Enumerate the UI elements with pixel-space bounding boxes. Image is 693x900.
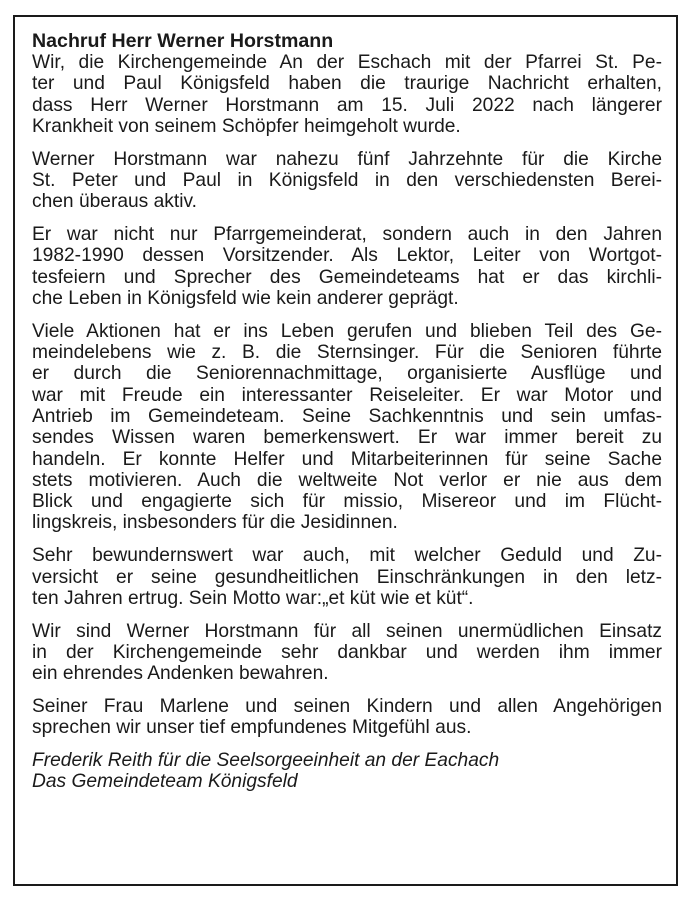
text-line: Wir sind Werner Horstmann für all seinen unermüdlichen Einsatz [32, 620, 662, 642]
text-line: che Leben in Königsfeld wie kein anderer geprägt. [32, 287, 459, 309]
text-line: lingskreis, insbesonders für die Jesidinnen. [32, 512, 398, 534]
notice-frame [13, 15, 678, 886]
text-line: ein ehrendes Andenken bewahren. [32, 663, 329, 685]
text-line: chen überaus aktiv. [32, 191, 197, 213]
signature-line: Frederik Reith für die Seelsorgeeinheit an der Eachach [32, 750, 500, 772]
text-line: Werner Horstmann war nahezu fünf Jahrzehnte für die Kirche [32, 148, 662, 170]
text-line: sendes Wissen waren bemerkenswert. Er war immer bereit zu [32, 427, 662, 449]
text-line: ten Jahren ertrug. Sein Motto war:„et küt wie et küt“. [32, 587, 474, 609]
text-line: 1982-1990 dessen Vorsitzender. Als Lektor, Leiter von Wortgot- [32, 245, 662, 267]
text-line: handeln. Er konnte Helfer und Mitarbeiterinnen für seine Sache [32, 448, 662, 470]
text-line: Wir, die Kirchengemeinde An der Eschach mit der Pfarrei St. Pe- [32, 52, 662, 73]
text-line: dass Herr Werner Horstmann am 15. Juli 2022 nach längerer [32, 94, 662, 116]
text-line: meindelebens wie z. B. die Sternsinger. Für die Senioren führte [32, 342, 662, 364]
text-line: Blick und engagierte sich für missio, Misereor und im Flücht- [32, 491, 662, 513]
paragraph-3 [32, 224, 662, 309]
notice-content [32, 30, 662, 793]
text-line: in der Kirchengemeinde sehr dankbar und werden ihm immer [32, 641, 662, 663]
paragraph-4 [32, 321, 662, 534]
paragraph-7 [32, 696, 662, 739]
text-line: Viele Aktionen hat er ins Leben gerufen und blieben Teil des Ge- [32, 320, 662, 342]
text-line: stets motivieren. Auch die weltweite Not verlor er nie aus dem [32, 469, 662, 491]
text-line: Antrieb im Gemeindeteam. Seine Sachkenntnis und sein umfas- [32, 405, 662, 427]
text-line: Krankheit von seinem Schöpfer heimgeholt wurde. [32, 115, 461, 137]
paragraph-6 [32, 621, 662, 685]
paragraph-5 [32, 545, 662, 609]
signature [32, 750, 662, 793]
text-line: St. Peter und Paul in Königsfeld in den verschiedensten Berei- [32, 169, 662, 191]
text-line: Er war nicht nur Pfarrgemeinderat, sondern auch in den Jahren [32, 224, 662, 246]
text-line: Seiner Frau Marlene und seinen Kindern und allen Angehörigen [32, 696, 662, 718]
signature-line: Das Gemeindeteam Königsfeld [32, 771, 298, 793]
notice-title: Nachruf Herr Werner Horstmann [32, 30, 334, 52]
paragraph-1 [32, 52, 662, 137]
text-line: versicht er seine gesundheitlichen Einschränkungen in den letz- [32, 566, 662, 588]
text-line: Sehr bewundernswert war auch, mit welcher Geduld und Zu- [32, 545, 662, 567]
paragraph-2 [32, 149, 662, 213]
text-line: er durch die Seniorennachmittage, organisierte Ausflüge und [32, 363, 662, 385]
text-line: war mit Freude ein interessanter Reiseleiter. Er war Motor und [32, 384, 662, 406]
text-line: tesfeiern und Sprecher des Gemeindeteams hat er das kirchli- [32, 266, 662, 288]
text-line: sprechen wir unser tief empfundenes Mitgefühl aus. [32, 717, 472, 739]
text-line: ter und Paul Königsfeld haben die traurige Nachricht erhalten, [32, 73, 662, 95]
